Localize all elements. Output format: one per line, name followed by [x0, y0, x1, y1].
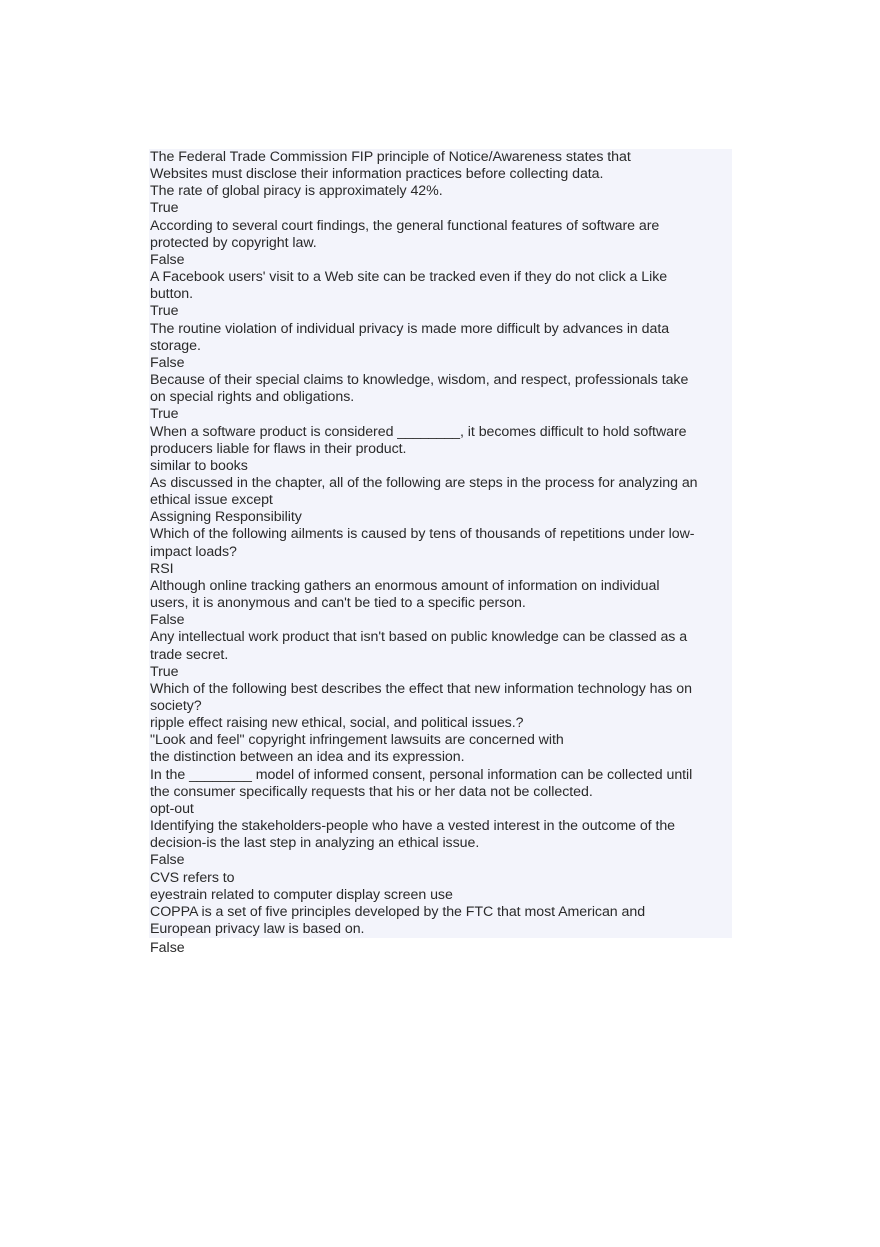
text-line: Assigning Responsibility [150, 509, 302, 526]
text-line: Which of the following ailments is caused by tens of thousands of repetitions under low- [150, 526, 695, 543]
text-line: True [150, 663, 179, 680]
text-line: ripple effect raising new ethical, social, and political issues.? [150, 715, 524, 732]
text-line: users, it is anonymous and can't be tied to a specific person. [150, 595, 526, 612]
text-line: "Look and feel" copyright infringement lawsuits are concerned with [150, 732, 564, 749]
text-line: Which of the following best describes the effect that new information technology has on [150, 680, 692, 697]
text-line: True [150, 406, 179, 423]
text-line: In the ________ model of informed consent, personal information can be collected until [150, 766, 693, 783]
text-line: similar to books [150, 457, 248, 474]
text-line: protected by copyright law. [150, 234, 317, 251]
text-line: Identifying the stakeholders-people who have a vested interest in the outcome of the [150, 818, 676, 835]
document-text-block [149, 149, 732, 938]
text-line: False [150, 251, 185, 268]
text-line: trade secret. [150, 646, 229, 663]
final-answer-line: False [150, 940, 185, 956]
text-line: False [150, 354, 185, 371]
text-line: When a software product is considered ________, it becomes difficult to hold software [150, 423, 687, 440]
text-line: As discussed in the chapter, all of the following are steps in the process for analyzing an [150, 474, 698, 491]
text-line: The routine violation of individual privacy is made more difficult by advances in data [150, 320, 670, 337]
text-line: Because of their special claims to knowledge, wisdom, and respect, professionals take [150, 372, 689, 389]
text-line: European privacy law is based on. [150, 921, 365, 938]
text-line: storage. [150, 337, 201, 354]
text-line: According to several court findings, the general functional features of software are [150, 217, 660, 234]
text-line: the consumer specifically requests that his or her data not be collected. [150, 783, 593, 800]
text-line: button. [150, 286, 194, 303]
text-line: The rate of global piracy is approximately 42%. [150, 183, 443, 200]
text-line: CVS refers to [150, 869, 235, 886]
text-line: the distinction between an idea and its expression. [150, 749, 465, 766]
text-line: COPPA is a set of five principles developed by the FTC that most American and [150, 903, 646, 920]
text-line: Websites must disclose their information practices before collecting data. [150, 166, 604, 183]
text-line: RSI [150, 560, 174, 577]
text-line: False [150, 612, 185, 629]
text-line: on special rights and obligations. [150, 389, 355, 406]
text-line: society? [150, 698, 202, 714]
text-line: True [150, 303, 179, 320]
text-line: Any intellectual work product that isn't based on public knowledge can be classed as a [150, 629, 688, 646]
text-line: A Facebook users' visit to a Web site can be tracked even if they do not click a Like [150, 269, 668, 286]
text-line: producers liable for flaws in their product. [150, 440, 407, 457]
text-line: eyestrain related to computer display screen use [150, 886, 453, 903]
text-line: opt-out [150, 800, 194, 817]
text-line: ethical issue except [150, 492, 273, 509]
text-line: False [150, 852, 185, 869]
text-line: True [150, 200, 179, 217]
text-line: decision-is the last step in analyzing an ethical issue. [150, 835, 480, 852]
text-line: impact loads? [150, 543, 237, 560]
text-line: The Federal Trade Commission FIP principle of Notice/Awareness states that [150, 149, 631, 165]
text-line: Although online tracking gathers an enormous amount of information on individual [150, 577, 660, 594]
